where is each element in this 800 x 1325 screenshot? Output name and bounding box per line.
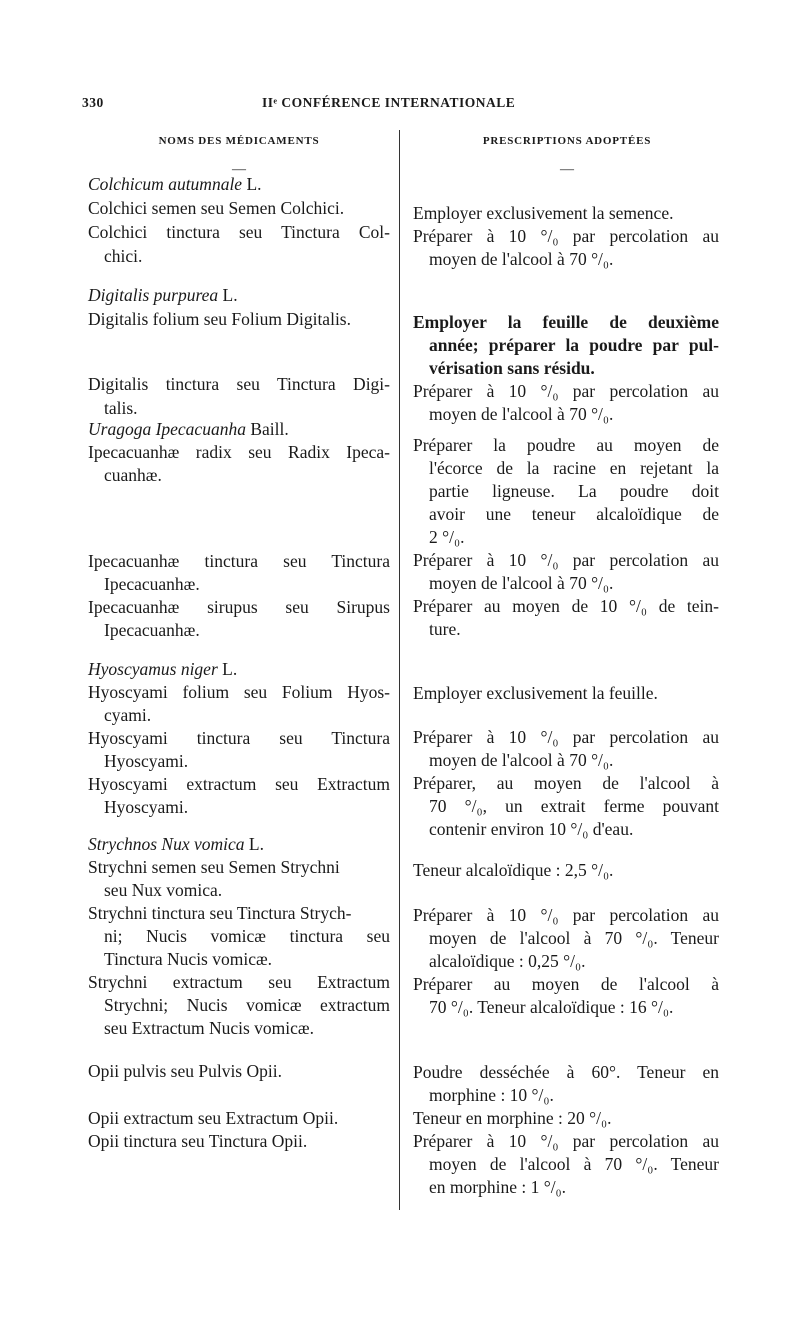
prescription-line: Employer exclusivement la feuille. xyxy=(413,683,658,703)
drug-name-line: Opii pulvis seu Pulvis Opii. xyxy=(88,1061,282,1081)
genus-name: Hyoscyamus niger xyxy=(88,659,218,679)
drug-name-line: Hyoscyami tinctura seu Tinctura xyxy=(88,728,390,748)
column-divider xyxy=(399,130,400,1210)
genus-name: Strychnos Nux vomica xyxy=(88,834,245,854)
prescription-line: moyen de l'alcool à 70 °/₀. xyxy=(429,573,614,593)
drug-name-line: Digitalis folium seu Folium Digitalis. xyxy=(88,309,351,329)
prescription-line: vérisation sans résidu. xyxy=(429,358,595,378)
drug-name-line: Hyoscyami extractum seu Extractum xyxy=(88,774,390,794)
prescription-line: année; préparer la poudre par pul- xyxy=(429,335,719,355)
prescription-line: Préparer à 10 °/₀ par percolation au xyxy=(413,727,719,747)
left-column-heading: NOMS DES MÉDICAMENTS xyxy=(158,135,320,147)
drug-name-line: Opii extractum seu Extractum Opii. xyxy=(88,1108,339,1128)
drug-name-line: Hyoscyami folium seu Folium Hyos- xyxy=(88,682,390,702)
genus-name: Digitalis purpurea xyxy=(88,285,219,305)
running-header xyxy=(82,95,722,117)
prescription-line: Préparer au moyen de 10 °/₀ de tein- xyxy=(413,596,719,616)
drug-name-line: Ipecacuanhæ. xyxy=(104,620,200,640)
drug-name-line: Strychni; Nucis vomicæ extractum xyxy=(104,995,390,1015)
prescription-line: Teneur en morphine : 20 °/₀. xyxy=(413,1108,612,1128)
prescription-line: partie ligneuse. La poudre doit xyxy=(429,481,719,501)
genus-heading-strychnos xyxy=(88,833,390,855)
prescription-line: l'écorce de la racine en rejetant la xyxy=(429,458,719,478)
drug-name-line: Ipecacuanhæ tinctura seu Tinctura xyxy=(88,551,390,571)
drug-name-line: talis. xyxy=(104,398,138,418)
prescription-line: alcaloïdique : 0,25 °/₀. xyxy=(429,951,586,971)
genus-author: L. xyxy=(217,659,238,679)
right-column-heading: PRESCRIPTIONS ADOPTÉES xyxy=(482,135,652,147)
prescription-line: ture. xyxy=(429,619,461,639)
prescription-line: Employer la feuille de deuxième xyxy=(413,312,719,332)
prescription-line: contenir environ 10 °/₀ d'eau. xyxy=(429,819,634,839)
genus-heading-hyoscyamus xyxy=(88,658,390,680)
drug-name-line: chici. xyxy=(104,246,143,266)
drug-name-line: Strychni semen seu Semen Strychni xyxy=(88,857,340,877)
right-heading-dash: — xyxy=(560,162,574,177)
prescription-line: Préparer à 10 °/₀ par percolation au xyxy=(413,381,719,401)
drug-name-line: seu Nux vomica. xyxy=(104,880,223,900)
prescription-line: Teneur alcaloïdique : 2,5 °/₀. xyxy=(413,860,614,880)
prescription-line: morphine : 10 °/₀. xyxy=(429,1085,554,1105)
genus-heading-colchicum xyxy=(88,173,390,195)
prescription-line: Poudre desséchée à 60°. Teneur en xyxy=(413,1062,719,1082)
prescription-line: 70 °/₀. Teneur alcaloïdique : 16 °/₀. xyxy=(429,997,674,1017)
drug-name-line: Colchici tinctura seu Tinctura Col- xyxy=(88,222,390,242)
prescription-line: moyen de l'alcool à 70 °/₀. xyxy=(429,249,614,269)
genus-author: L. xyxy=(218,285,238,305)
genus-author: Baill. xyxy=(245,419,289,439)
prescription-line: Préparer la poudre au moyen de xyxy=(413,435,719,455)
prescription-line: 2 °/₀. xyxy=(429,527,465,547)
genus-name: Uragoga Ipecacuanha xyxy=(88,419,246,439)
prescription-line: Préparer à 10 °/₀ par percolation au xyxy=(413,1131,719,1151)
drug-name-line: cuanhæ. xyxy=(104,465,162,485)
genus-author: L. xyxy=(244,834,264,854)
genus-heading-digitalis xyxy=(88,284,390,306)
drug-name-line: Digitalis tinctura seu Tinctura Digi- xyxy=(88,374,390,394)
prescription-line: Préparer à 10 °/₀ par percolation au xyxy=(413,905,719,925)
drug-name-line: Colchici semen seu Semen Colchici. xyxy=(88,198,345,218)
prescription-line: Préparer au moyen de l'alcool à xyxy=(413,974,719,994)
left-heading-dash: — xyxy=(232,162,246,177)
drug-name-line: Strychni tinctura seu Tinctura Strych- xyxy=(88,903,352,923)
drug-name-line: Ipecacuanhæ radix seu Radix Ipeca- xyxy=(88,442,390,462)
drug-name-line: Tinctura Nucis vomicæ. xyxy=(104,949,273,969)
prescription-line: moyen de l'alcool à 70 °/₀. Teneur xyxy=(429,928,719,948)
drug-name-line: Hyoscyami. xyxy=(104,797,189,817)
drug-name-line: Ipecacuanhæ. xyxy=(104,574,200,594)
prescription-line: moyen de l'alcool à 70 °/₀. Teneur xyxy=(429,1154,719,1174)
prescription-line: moyen de l'alcool à 70 °/₀. xyxy=(429,404,614,424)
running-title: IIᵉ CONFÉRENCE INTERNATIONALE xyxy=(262,95,516,110)
prescription-line: Préparer, au moyen de l'alcool à xyxy=(413,773,719,793)
prescription-line: Employer exclusivement la semence. xyxy=(413,203,674,223)
drug-name-line: Strychni extractum seu Extractum xyxy=(88,972,390,992)
prescription-line: Préparer à 10 °/₀ par percolation au xyxy=(413,550,719,570)
prescription-line: en morphine : 1 °/₀. xyxy=(429,1177,567,1197)
prescription-line: moyen de l'alcool à 70 °/₀. xyxy=(429,750,614,770)
page-number: 330 xyxy=(82,95,104,110)
drug-name-line: ni; Nucis vomicæ tinctura seu xyxy=(104,926,390,946)
drug-name-line: Ipecacuanhæ sirupus seu Sirupus xyxy=(88,597,390,617)
genus-name: Colchicum autumnale xyxy=(88,174,243,194)
drug-name-line: Opii tinctura seu Tinctura Opii. xyxy=(88,1131,308,1151)
drug-name-line: cyami. xyxy=(104,705,152,725)
prescription-line: avoir une teneur alcaloïdique de xyxy=(429,504,719,524)
prescription-line: Préparer à 10 °/₀ par percolation au xyxy=(413,226,719,246)
genus-heading-uragoga xyxy=(88,418,390,440)
drug-name-line: seu Extractum Nucis vomicæ. xyxy=(104,1018,314,1038)
drug-name-line: Hyoscyami. xyxy=(104,751,189,771)
prescription-line: 70 °/₀, un extrait ferme pouvant xyxy=(429,796,719,816)
genus-author: L. xyxy=(242,174,262,194)
